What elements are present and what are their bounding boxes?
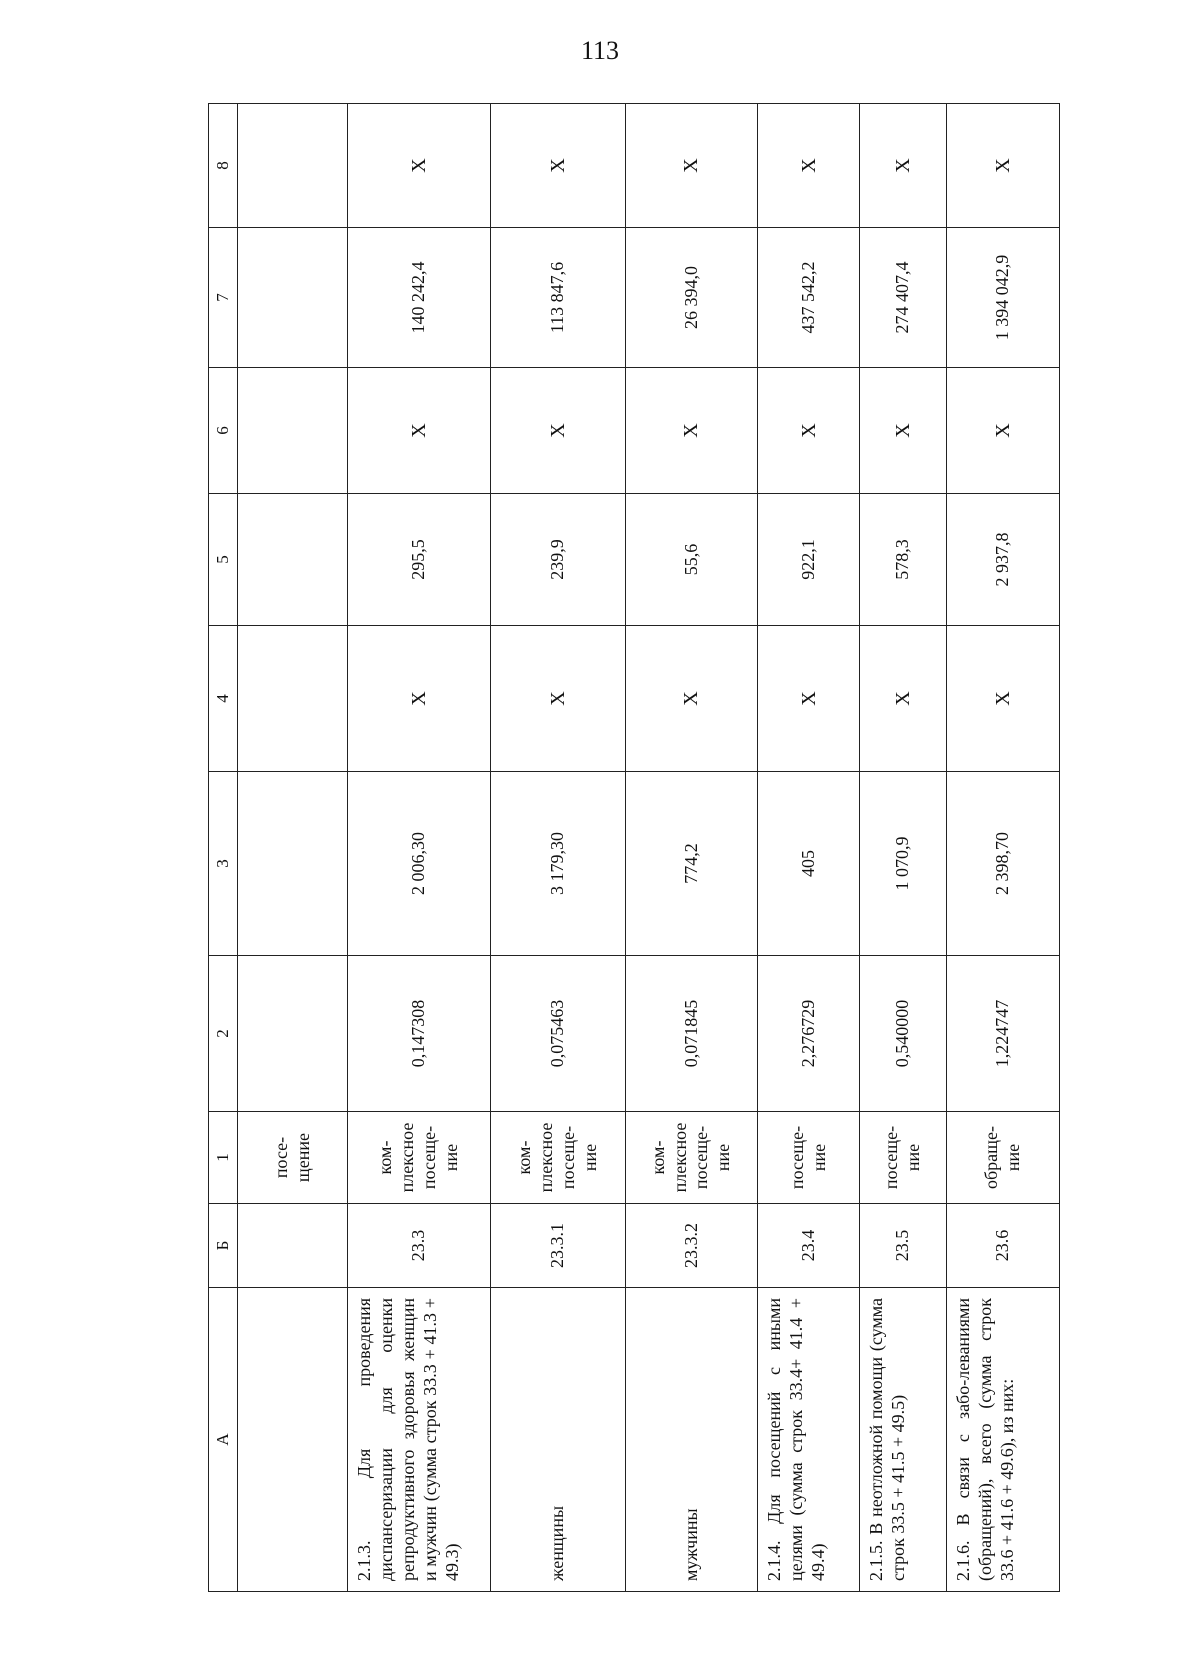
- col-header-8: 8: [209, 104, 238, 228]
- sub-cell-2: [238, 956, 348, 1112]
- row-value-5: 239,9: [491, 494, 626, 626]
- row-value-7: 437 542,2: [758, 228, 860, 368]
- row-value-2: 0,147308: [347, 956, 490, 1112]
- sub-cell-7: [238, 228, 348, 368]
- data-table: [208, 103, 1060, 1592]
- row-value-8: X: [625, 104, 757, 228]
- row-code: 23.3: [347, 1204, 490, 1288]
- row-value-3: 2 006,30: [347, 772, 490, 956]
- col-header-b: Б: [209, 1204, 238, 1288]
- row-unit: посеще- ние: [758, 1112, 860, 1204]
- sub-cell-8: [238, 104, 348, 228]
- row-value-8: X: [347, 104, 490, 228]
- sub-cell-5: [238, 494, 348, 626]
- row-value-8: X: [758, 104, 860, 228]
- row-value-2: 1,224747: [947, 956, 1060, 1112]
- row-value-6: X: [625, 368, 757, 494]
- table-row: [758, 104, 860, 1592]
- row-value-4: X: [625, 626, 757, 772]
- row-code: 23.6: [947, 1204, 1060, 1288]
- col-header-7: 7: [209, 228, 238, 368]
- row-value-4: X: [947, 626, 1060, 772]
- row-description: 2.1.6. В связи с забо-леваниями (обращений), всего (сумма строк 33.6 + 41.6 + 49.6), из них:: [947, 1288, 1060, 1592]
- row-value-3: 1 070,9: [860, 772, 947, 956]
- sub-cell-6: [238, 368, 348, 494]
- col-header-6: 6: [209, 368, 238, 494]
- sub-cell-b: [238, 1204, 348, 1288]
- row-value-6: X: [860, 368, 947, 494]
- col-header-3: 3: [209, 772, 238, 956]
- row-value-3: 774,2: [625, 772, 757, 956]
- row-value-2: 0,540000: [860, 956, 947, 1112]
- row-value-5: 2 937,8: [947, 494, 1060, 626]
- row-value-2: 0,075463: [491, 956, 626, 1112]
- row-unit: посеще- ние: [860, 1112, 947, 1204]
- row-value-5: 295,5: [347, 494, 490, 626]
- sub-cell-a: [238, 1288, 348, 1592]
- row-description: женщины: [491, 1288, 626, 1592]
- row-value-7: 140 242,4: [347, 228, 490, 368]
- col-header-a: А: [209, 1288, 238, 1592]
- row-value-8: X: [947, 104, 1060, 228]
- row-value-8: X: [491, 104, 626, 228]
- row-description: 2.1.3. Для проведения диспансеризации для оценки репродуктивного здоровья женщин и мужчин (сумма строк 33.3 + 41.3 + 49.3): [347, 1288, 490, 1592]
- row-unit: ком- плексное посеще- ние: [625, 1112, 757, 1204]
- row-value-2: 0,071845: [625, 956, 757, 1112]
- row-value-4: X: [860, 626, 947, 772]
- col-header-2: 2: [209, 956, 238, 1112]
- row-value-8: X: [860, 104, 947, 228]
- row-value-4: X: [758, 626, 860, 772]
- table-row: [347, 104, 490, 1592]
- row-value-7: 1 394 042,9: [947, 228, 1060, 368]
- page-number: 113: [580, 36, 620, 65]
- row-value-7: 26 394,0: [625, 228, 757, 368]
- row-value-6: X: [491, 368, 626, 494]
- row-value-3: 3 179,30: [491, 772, 626, 956]
- header-row: [209, 104, 238, 1592]
- sub-cell-unit: посе- щение: [238, 1112, 348, 1204]
- row-code: 23.3.1: [491, 1204, 626, 1288]
- row-value-4: X: [491, 626, 626, 772]
- sub-cell-3: [238, 772, 348, 956]
- row-value-4: X: [347, 626, 490, 772]
- col-header-5: 5: [209, 494, 238, 626]
- row-value-7: 113 847,6: [491, 228, 626, 368]
- row-value-6: X: [758, 368, 860, 494]
- row-value-6: X: [347, 368, 490, 494]
- table-row: [625, 104, 757, 1592]
- row-description: 2.1.5. В неотложной помощи (сумма строк 33.5 + 41.5 + 49.5): [860, 1288, 947, 1592]
- row-value-2: 2,276729: [758, 956, 860, 1112]
- subheader-row: [238, 104, 348, 1592]
- row-value-5: 55,6: [625, 494, 757, 626]
- row-value-5: 922,1: [758, 494, 860, 626]
- table-row: [491, 104, 626, 1592]
- row-description: 2.1.4. Для посещений с иными целями (сумма строк 33.4+ 41.4 + 49.4): [758, 1288, 860, 1592]
- table-row: [860, 104, 947, 1592]
- row-code: 23.4: [758, 1204, 860, 1288]
- col-header-4: 4: [209, 626, 238, 772]
- row-unit: ком- плексное посеще- ние: [491, 1112, 626, 1204]
- table-row: [947, 104, 1060, 1592]
- row-unit: обраще- ние: [947, 1112, 1060, 1204]
- row-code: 23.3.2: [625, 1204, 757, 1288]
- row-value-6: X: [947, 368, 1060, 494]
- row-value-3: 2 398,70: [947, 772, 1060, 956]
- row-code: 23.5: [860, 1204, 947, 1288]
- row-value-7: 274 407,4: [860, 228, 947, 368]
- row-value-3: 405: [758, 772, 860, 956]
- sub-cell-4: [238, 626, 348, 772]
- row-description: мужчины: [625, 1288, 757, 1592]
- row-value-5: 578,3: [860, 494, 947, 626]
- row-unit: ком- плексное посеще- ние: [347, 1112, 490, 1204]
- rotated-table-container: [208, 104, 1060, 1592]
- col-header-1: 1: [209, 1112, 238, 1204]
